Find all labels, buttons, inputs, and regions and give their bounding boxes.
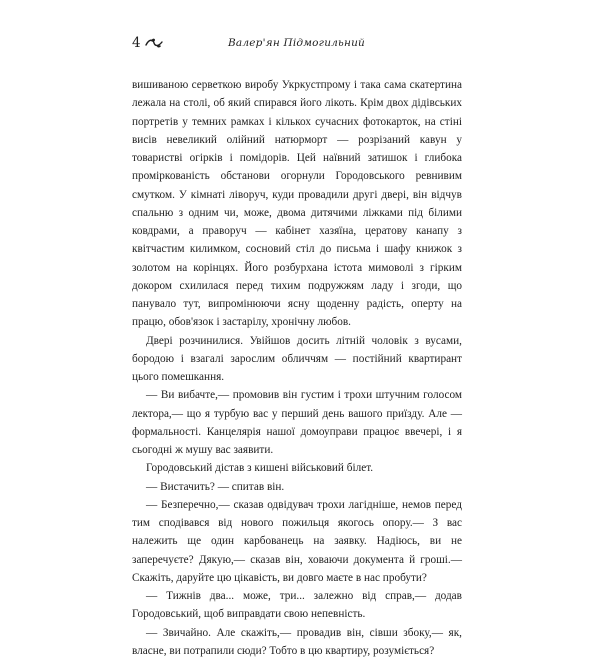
paragraph: — Безперечно,— сказав одвідувач трохи лагідніше, немов перед тим сподівався від нового пожильця якогось опору.— З вас належить ще один карбованець на заявку. Надіюсь, ви не заперечуєте? Дякую,— сказав він, ховаючи документа й гроші.— Скажіть, даруйте цю цікавість, ви довго маєте в нас пробути? [132,496,462,587]
paragraph: — Звичайно. Але скажіть,— провадив він, сівши збоку,— як, власне, ви потрапили сюди? Тобто в цю квартиру, розуміється? [132,624,462,660]
leaf-flourish-icon [145,37,163,49]
paragraph: — Тижнів два... може, три... залежно від справ,— додав Городовський, щоб виправдати свою непевність. [132,587,462,624]
running-head: Валер'ян Підмогильний [228,34,365,52]
paragraph: вишиваною серветкою виробу Укркустпрому і така сама скатертина лежала на столі, об який спирався його лікоть. Крім двох дідівських портретів у темних рамках і кількох сучасних фотокарток, на стіні висів невеликий олійний натюрморт — розрізаний кавун у товаристві огірків і помідорів. Цей наївний затишок і глибока проміркованість обстанови огорнули Городовського ревнивим смутком. У кімнаті ліворуч, куди провадили другі двері, він відчув спальню з одним чи, може, двома дитячими ліжками під білими ковдрами, а праворуч — кабінет хазяїна, цератову канапу з квітчастим килимком, сосновий стіл до письма і шафу книжок з золотом на корінцях. Його розбурхана істота мимоволі з гірким докором схилилася перед тихим подружжям ладу і згоди, що панувало тут, випромінюючи ясну щоденну радість, оперту на працю, обов'язок і застарілу, хронічну любов. [132,76,462,332]
paragraph: — Вистачить? — спитав він. [132,478,462,496]
paragraph: — Ви вибачте,— промовив він густим і трохи штучним голосом лектора,— що я турбую вас у перший день вашого приїзду. Але — формальності. Канцелярія нашої домоуправи працює ввечері, і я сьогодні ж мушу вас заявити. [132,386,462,459]
body-text [132,76,462,660]
paragraph: Городовський дістав з кишені військовий білет. [132,459,462,477]
page-number: 4 [132,34,141,52]
page-header [132,34,470,52]
paragraph: Двері розчинилися. Увійшов досить літній чоловік з вусами, бородою і взагалі зарослим обличчям — постійний квартирант цього помешкання. [132,332,462,387]
